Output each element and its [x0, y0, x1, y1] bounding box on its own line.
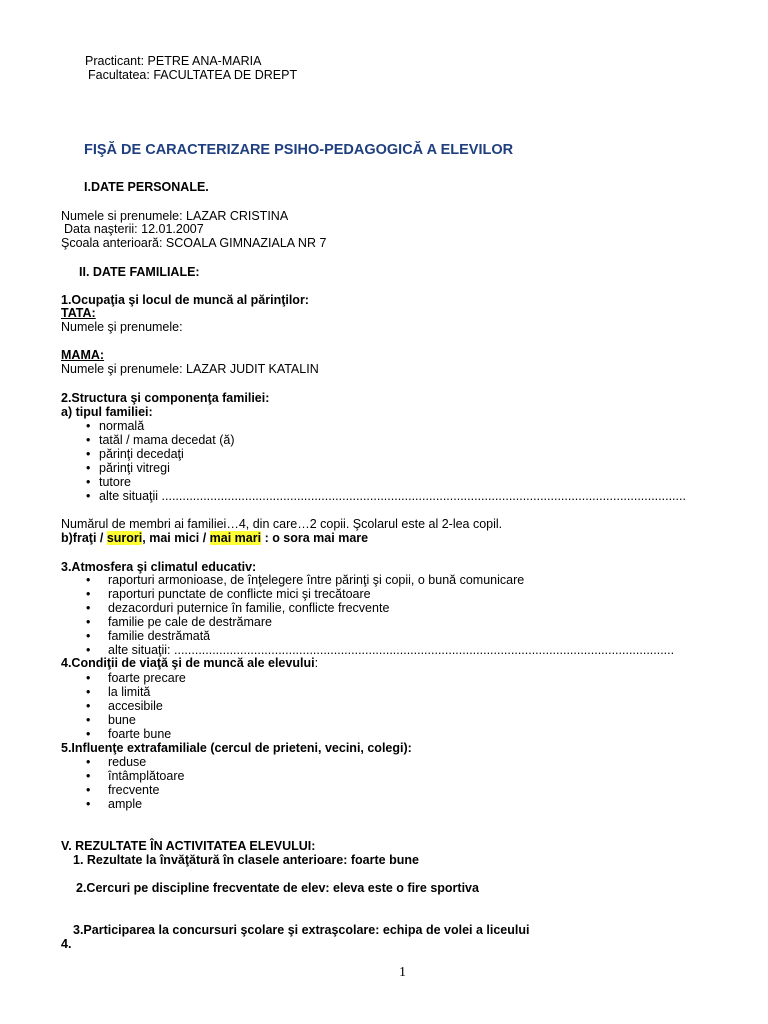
list-item: • alte situaţii ....................................................................................................................................................... [86, 489, 686, 503]
list-item: • întâmplătoare [86, 769, 185, 783]
rezultat-1: 1. Rezultate la învăţătură în clasele anterioare: foarte bune [73, 853, 419, 867]
list-item: • raporturi punctate de conflicte mici şi trecătoare [86, 587, 371, 601]
list-item: • accesibile [86, 699, 163, 713]
section-5-heading: V. REZULTATE ÎN ACTIVITATEA ELEVULUI: [61, 839, 316, 853]
list-item: • foarte precare [86, 671, 186, 685]
q3-atmosfera: 3.Atmosfera şi climatul educativ: [61, 560, 257, 574]
rezultat-4: 4. [61, 937, 72, 951]
page-title: FIŞĂ DE CARACTERIZARE PSIHO-PEDAGOGICĂ A ELEVILOR [84, 142, 514, 158]
list-item: • tatăl / mama decedat (ă) [86, 433, 235, 447]
list-item: • reduse [86, 755, 147, 769]
q2-structura: 2.Structura şi componenţa familiei: [61, 391, 270, 405]
scoala-anterioara: Şcoala anterioară: SCOALA GIMNAZIALA NR 7 [61, 236, 327, 250]
mama-label: MAMA: [61, 348, 105, 362]
list-item: • tutore [86, 475, 131, 489]
list-item: • la limită [86, 685, 151, 699]
section-2-heading: II. DATE FAMILIALE: [79, 265, 200, 279]
numar-membri: Numărul de membri ai familiei…4, din care…2 copii. Şcolarul este al 2-lea copil. [61, 517, 503, 531]
rezultat-2: 2.Cercuri pe discipline frecventate de elev: eleva este o fire sportiva [76, 881, 479, 895]
mama-nume: Numele şi prenumele: LAZAR JUDIT KATALIN [61, 362, 319, 376]
data-nasterii: Data naşterii: 12.01.2007 [64, 222, 204, 236]
list-item: • ample [86, 797, 143, 811]
list-item: • familie pe cale de destrămare [86, 615, 272, 629]
tata-label: TATA: [61, 306, 96, 320]
nume-prenume: Numele si prenumele: LAZAR CRISTINA [61, 209, 289, 223]
list-item: • dezacorduri puternice în familie, conflicte frecvente [86, 601, 390, 615]
practicant-line: Practicant: PETRE ANA-MARIA [85, 54, 262, 68]
tata-nume: Numele şi prenumele: [61, 320, 183, 334]
q2a-tipul: a) tipul familiei: [61, 405, 153, 419]
list-item: • alte situaţii: ................................................................................................................................................ [86, 643, 675, 657]
rezultat-3: 3.Participarea la concursuri şcolare şi extraşcolare: echipa de volei a liceului [73, 923, 530, 937]
list-item: • bune [86, 713, 136, 727]
frati-line: b)fraţi / surori, mai mici / mai mari : o sora mai mare [61, 531, 369, 545]
q4-conditii: 4.Condiţii de viaţă şi de muncă ale elevului: [61, 656, 319, 670]
facultatea-line: Facultatea: FACULTATEA DE DREPT [88, 68, 298, 82]
q1-ocupatia: 1.Ocupaţia şi locul de muncă al părinţilor: [61, 293, 309, 307]
page-number: 1 [399, 965, 406, 980]
q5-influente: 5.Influenţe extrafamiliale (cercul de prieteni, vecini, colegi): [61, 741, 412, 755]
list-item: • părinţi decedaţi [86, 447, 184, 461]
list-item: • familie destrămată [86, 629, 211, 643]
list-item: • părinţi vitregi [86, 461, 170, 475]
section-1-heading: I.DATE PERSONALE. [84, 180, 209, 194]
